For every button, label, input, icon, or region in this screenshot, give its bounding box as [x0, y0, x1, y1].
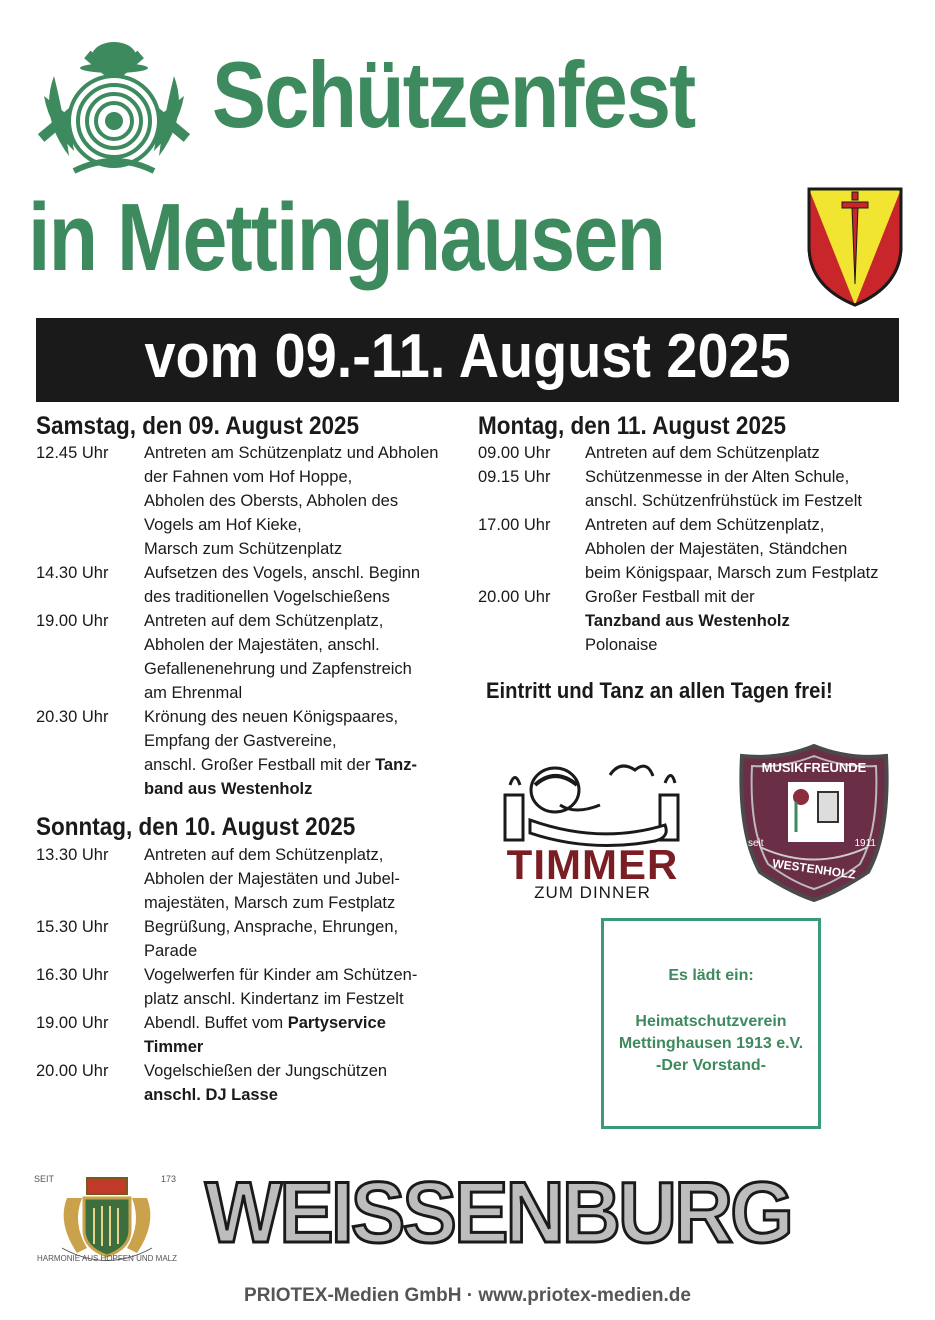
- event-time: 13.30 Uhr: [36, 846, 109, 864]
- event-line: Polonaise: [585, 636, 658, 654]
- timmer-tagline: ZUM DINNER: [534, 883, 651, 902]
- event-text-bold: Tanz-: [375, 756, 417, 774]
- title-line-2: in Mettinghausen: [28, 184, 665, 291]
- footer-credit: PRIOTEX-Medien GmbH · www.priotex-medien.de: [244, 1285, 691, 1306]
- coat-of-arms: [806, 186, 904, 308]
- event-line: Großer Festball mit der: [585, 588, 755, 606]
- event-line: Antreten auf dem Schützenplatz: [585, 444, 820, 462]
- event-line: Abholen der Majestäten, Ständchen: [585, 540, 848, 558]
- event-line: anschl. Schützenfrühstück im Festzelt: [585, 492, 862, 510]
- event-text-bold: Partyservice: [287, 1014, 386, 1032]
- event-time: 09.15 Uhr: [478, 468, 551, 486]
- event-text-bold: Tanzband aus Westenholz: [585, 612, 790, 630]
- event-time: 19.00 Uhr: [36, 612, 109, 630]
- chef-illustration: [500, 755, 685, 855]
- event-line: Antreten auf dem Schützenplatz,: [144, 612, 384, 630]
- event-line: platz anschl. Kindertanz im Festzelt: [144, 990, 404, 1008]
- invite-line-1: Es lädt ein:: [668, 967, 754, 984]
- event-line: Abholen der Majestäten und Jubel-: [144, 870, 400, 888]
- event-line: Vogelwerfen für Kinder am Schützen-: [144, 966, 418, 984]
- event-time: 20.30 Uhr: [36, 708, 109, 726]
- event-line: [585, 609, 790, 633]
- event-text-bold: Timmer: [144, 1038, 204, 1056]
- event-line: Krönung des neuen Königspaares,: [144, 708, 399, 726]
- event-time: 16.30 Uhr: [36, 966, 109, 984]
- invite-line-4: -Der Vorstand-: [656, 1057, 766, 1074]
- event-line: Vogels am Hof Kieke,: [144, 516, 302, 534]
- invite-line-2: Heimatschutzverein: [635, 1013, 787, 1030]
- free-entry-note: Eintritt und Tanz an allen Tagen frei!: [486, 678, 833, 703]
- event-line: Antreten am Schützenplatz und Abholen: [144, 444, 439, 462]
- event-line: Abholen des Obersts, Abholen des: [144, 492, 399, 510]
- event-line: Vogelschießen der Jungschützen: [144, 1062, 388, 1080]
- saturday-heading: Samstag, den 09. August 2025: [36, 412, 360, 440]
- event-line: am Ehrenmal: [144, 684, 243, 702]
- brewery-motto: HARMONIE AUS HOPFEN UND MALZ: [36, 1254, 177, 1263]
- event-time: 20.00 Uhr: [478, 588, 551, 606]
- brewery-seit: SEIT: [34, 1174, 55, 1184]
- event-line: Abholen der Majestäten, anschl.: [144, 636, 380, 654]
- title-line-1: Schützenfest: [212, 42, 695, 147]
- brewery-crest: [32, 1168, 182, 1268]
- event-time: 14.30 Uhr: [36, 564, 109, 582]
- event-text: Abendl. Buffet vom: [144, 1014, 288, 1032]
- event-time: 09.00 Uhr: [478, 444, 551, 462]
- event-text-bold: band aus Westenholz: [144, 780, 313, 798]
- event-line: Marsch zum Schützenplatz: [144, 540, 343, 558]
- date-banner: [36, 318, 899, 402]
- monday-heading: Montag, den 11. August 2025: [478, 412, 786, 440]
- event-line: majestäten, Marsch zum Festplatz: [144, 894, 396, 912]
- event-time: 17.00 Uhr: [478, 516, 551, 534]
- musik-top: MUSIKFREUNDE: [761, 760, 867, 775]
- timmer-logo: [500, 755, 685, 905]
- event-line: Begrüßung, Ansprache, Ehrungen,: [144, 918, 399, 936]
- event-line: beim Königspaar, Marsch zum Festplatz: [585, 564, 879, 582]
- weissenburg-logo: WEISSENBURG: [205, 1165, 792, 1261]
- event-time: 15.30 Uhr: [36, 918, 109, 936]
- event-line: Schützenmesse in der Alten Schule,: [585, 468, 850, 486]
- sunday-heading: Sonntag, den 10. August 2025: [36, 813, 356, 841]
- event-line: Gefallenenehrung und Zapfenstreich: [144, 660, 412, 678]
- timmer-name: TIMMER: [506, 841, 679, 888]
- event-line: Parade: [144, 942, 198, 960]
- event-line: [144, 1011, 386, 1035]
- event-time: 12.45 Uhr: [36, 444, 109, 462]
- event-line: [144, 1035, 386, 1059]
- event-line: Empfang der Gastvereine,: [144, 732, 337, 750]
- event-line: [144, 777, 417, 801]
- musik-seit: seit: [748, 838, 764, 849]
- event-text: anschl. Großer Festball mit der: [144, 756, 376, 774]
- invite-line-3: Mettinghausen 1913 e.V.: [618, 1035, 804, 1052]
- event-time: 20.00 Uhr: [36, 1062, 109, 1080]
- musik-bottom: WESTENHOLZ: [771, 856, 857, 882]
- shooting-club-emblem: [34, 36, 194, 186]
- event-line: der Fahnen vom Hof Hoppe,: [144, 468, 353, 486]
- event-time: 19.00 Uhr: [36, 1014, 109, 1032]
- date-text: vom 09.-11. August 2025: [144, 322, 791, 391]
- event-line: Antreten auf dem Schützenplatz,: [585, 516, 825, 534]
- musik-year: 1911: [854, 838, 876, 849]
- brewery-number: 173: [160, 1174, 176, 1184]
- invitation-box: [601, 918, 821, 1129]
- event-text-bold: anschl. DJ Lasse: [144, 1086, 278, 1104]
- event-line: des traditionellen Vogelschießens: [144, 588, 390, 606]
- musikfreunde-crest: [738, 742, 890, 902]
- event-line: [144, 1083, 387, 1107]
- event-line: Antreten auf dem Schützenplatz,: [144, 846, 384, 864]
- event-line: [144, 753, 417, 777]
- event-line: Aufsetzen des Vogels, anschl. Beginn: [144, 564, 421, 582]
